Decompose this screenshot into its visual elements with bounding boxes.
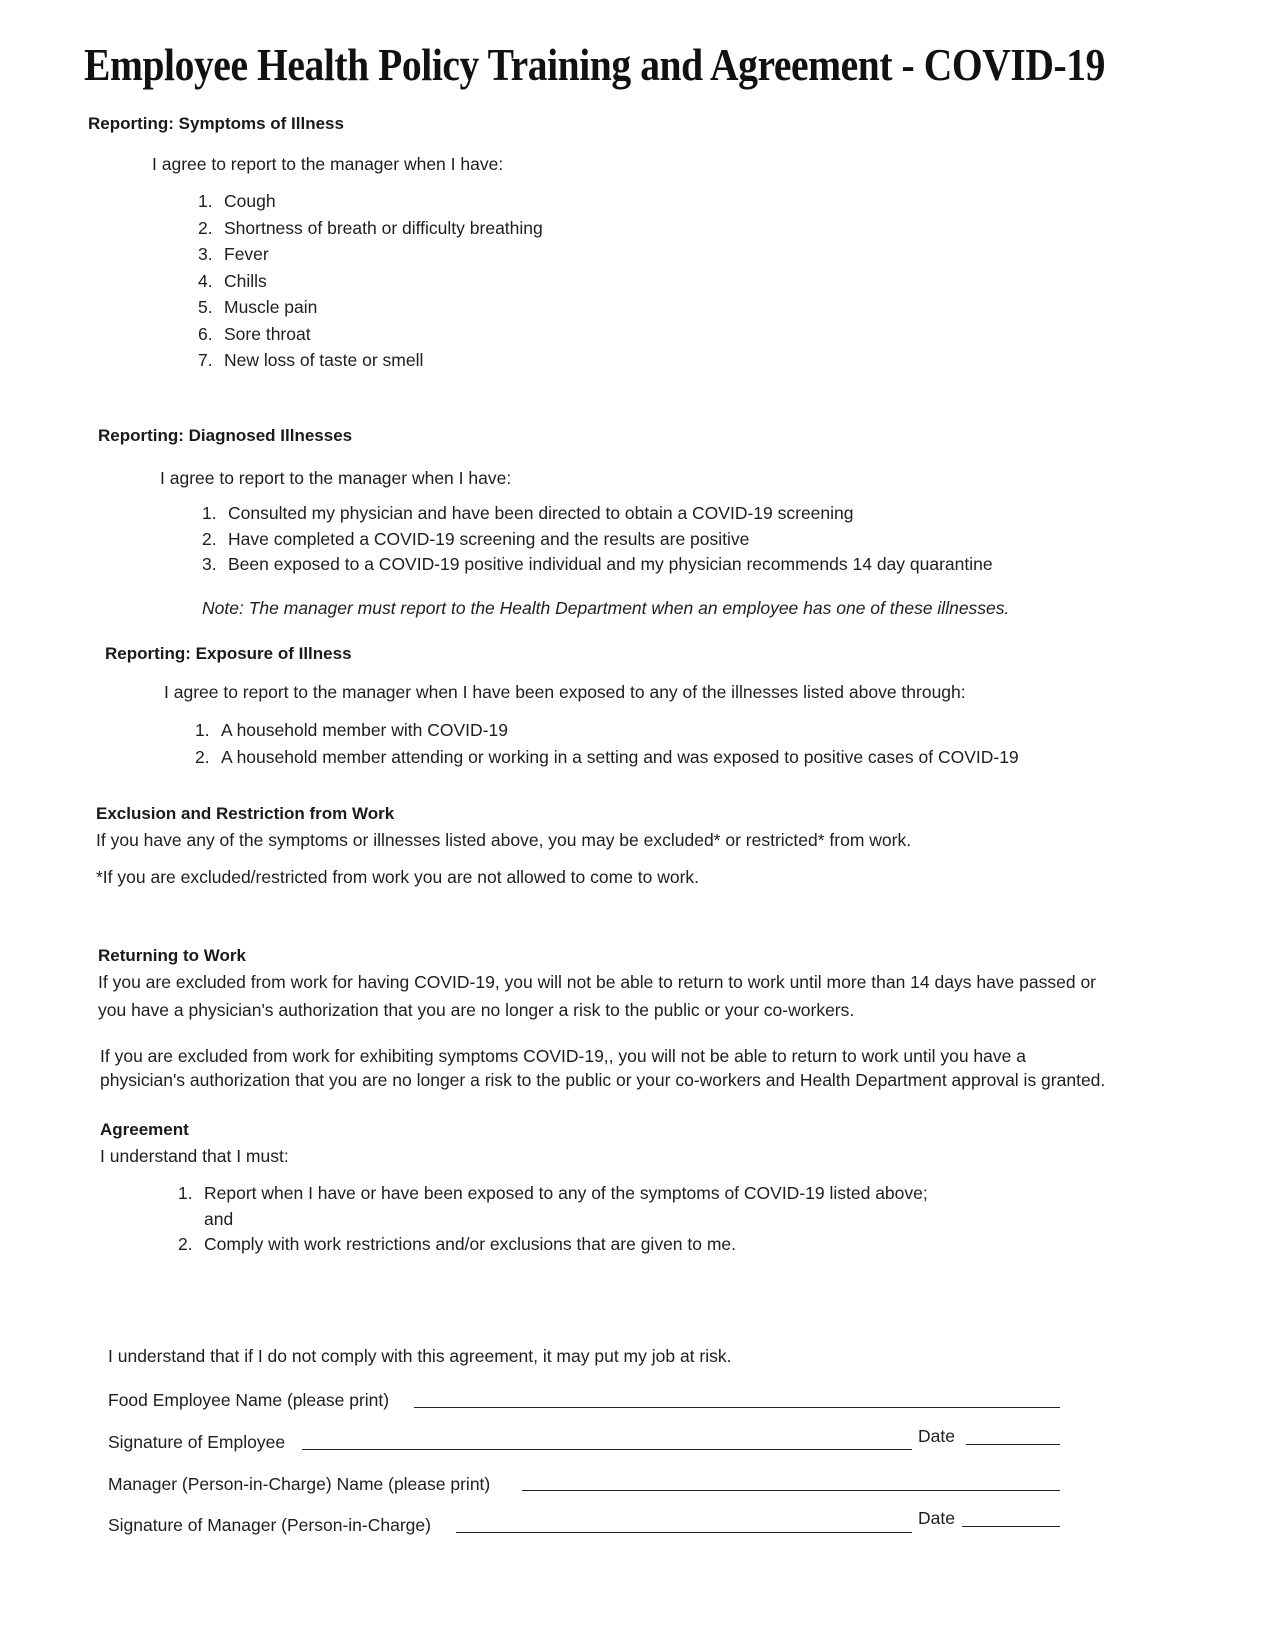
heading-exposure: Reporting: Exposure of Illness	[105, 644, 352, 663]
employee-name-label: Food Employee Name (please print)	[108, 1390, 390, 1410]
list-item-number: 1.	[195, 720, 210, 740]
list-item-text: A household member attending or working in a setting and was exposed to positive cases of COVID-19	[221, 747, 1019, 767]
list-item-text: Sore throat	[224, 323, 311, 344]
heading-diagnosed: Reporting: Diagnosed Illnesses	[98, 426, 353, 445]
list-item-text: New loss of taste or smell	[224, 350, 424, 370]
list-item	[202, 554, 993, 580]
list-item-number: 2.	[198, 217, 213, 238]
manager-name-label: Manager (Person-in-Charge) Name (please print)	[108, 1474, 491, 1494]
heading-agreement: Agreement	[100, 1120, 189, 1139]
employee-name-line[interactable]	[414, 1407, 1060, 1408]
document-title: Employee Health Policy Training and Agreement - COVID-19	[84, 39, 1105, 90]
list-item-number: 1.	[202, 503, 217, 523]
list-item-text: Fever	[224, 244, 269, 264]
manager-signature-line[interactable]	[456, 1532, 912, 1533]
returning-p2-line2: physician's authorization that you are no longer a risk to the public or your co-workers and Health Department approval is granted.	[100, 1070, 1106, 1090]
agreement-item-2	[178, 1234, 736, 1255]
returning-p1-line1: If you are excluded from work for having COVID-19, you will not be able to return to work until more than 14 days have passed or	[98, 972, 1097, 992]
employee-signature-line[interactable]	[302, 1449, 912, 1450]
list-item-number: 1.	[198, 191, 213, 211]
list-item-text: Shortness of breath or difficulty breathing	[224, 217, 543, 238]
list-item-text: Have completed a COVID-19 screening and the results are positive	[228, 528, 750, 549]
list-item-number: 2.	[195, 747, 210, 767]
employee-date-label: Date	[918, 1426, 955, 1446]
list-item-number: 3.	[198, 244, 213, 264]
heading-returning: Returning to Work	[98, 946, 246, 965]
list-item	[195, 747, 1019, 774]
list-item	[202, 529, 993, 555]
list-item	[202, 503, 993, 529]
list-item	[198, 218, 543, 245]
heading-exclusion: Exclusion and Restriction from Work	[96, 804, 395, 823]
diagnosed-list	[202, 503, 993, 580]
list-item-text: Been exposed to a COVID-19 positive individual and my physician recommends 14 day quarantine	[228, 554, 993, 574]
exclusion-footnote: *If you are excluded/restricted from work you are not allowed to come to work.	[96, 867, 700, 887]
list-item-text: Muscle pain	[224, 297, 318, 317]
manager-signature-label: Signature of Manager (Person-in-Charge)	[108, 1515, 431, 1535]
list-item-text: Chills	[224, 270, 267, 291]
compliance-statement: I understand that if I do not comply with this agreement, it may put my job at risk.	[108, 1346, 732, 1366]
symptoms-list	[198, 191, 543, 377]
exposure-intro: I agree to report to the manager when I have been exposed to any of the illnesses listed above through:	[164, 682, 966, 702]
list-item-number: 7.	[198, 350, 213, 370]
list-item	[198, 271, 543, 298]
list-item-number: 6.	[198, 323, 213, 344]
list-item	[198, 244, 543, 271]
symptoms-intro: I agree to report to the manager when I have:	[152, 154, 504, 174]
heading-symptoms: Reporting: Symptoms of Illness	[88, 114, 344, 133]
agreement-item-1-continuation: and	[204, 1209, 234, 1229]
manager-date-label: Date	[918, 1508, 955, 1528]
list-item-text: A household member with COVID-19	[221, 720, 508, 740]
list-item	[198, 324, 543, 351]
exposure-list	[195, 720, 1019, 774]
agreement-item-1-number: 1.	[178, 1183, 193, 1203]
list-item	[198, 297, 543, 324]
agreement-intro: I understand that I must:	[100, 1146, 289, 1166]
agreement-item-2-text: Comply with work restrictions and/or exclusions that are given to me.	[204, 1234, 737, 1254]
employee-signature-label: Signature of Employee	[108, 1432, 286, 1452]
list-item-text: Cough	[224, 191, 276, 211]
agreement-item-1-text: Report when I have or have been exposed to any of the symptoms of COVID-19 listed above;	[204, 1183, 928, 1203]
exclusion-text: If you have any of the symptoms or illnesses listed above, you may be excluded* or restricted* from work.	[96, 830, 912, 850]
list-item-number: 4.	[198, 270, 213, 291]
list-item-text: Consulted my physician and have been directed to obtain a COVID-19 screening	[228, 503, 854, 523]
list-item-number: 5.	[198, 297, 213, 317]
agreement-item-2-number: 2.	[178, 1234, 193, 1254]
returning-p1-line2: you have a physician's authorization that you are no longer a risk to the public or your co-workers.	[98, 1000, 855, 1020]
list-item	[198, 191, 543, 218]
diagnosed-intro: I agree to report to the manager when I have:	[160, 468, 512, 488]
list-item-number: 2.	[202, 528, 217, 549]
list-item	[198, 350, 543, 377]
manager-name-line[interactable]	[522, 1490, 1060, 1491]
manager-date-line[interactable]	[962, 1526, 1060, 1527]
list-item-number: 3.	[202, 554, 217, 574]
agreement-item-1	[178, 1183, 928, 1204]
diagnosed-note: Note: The manager must report to the Health Department when an employee has one of these illnesses.	[202, 598, 1010, 618]
returning-p2-line1: If you are excluded from work for exhibiting symptoms COVID-19,, you will not be able to return to work until you have a	[100, 1046, 1026, 1066]
list-item	[195, 720, 1019, 747]
employee-date-line[interactable]	[966, 1444, 1060, 1445]
